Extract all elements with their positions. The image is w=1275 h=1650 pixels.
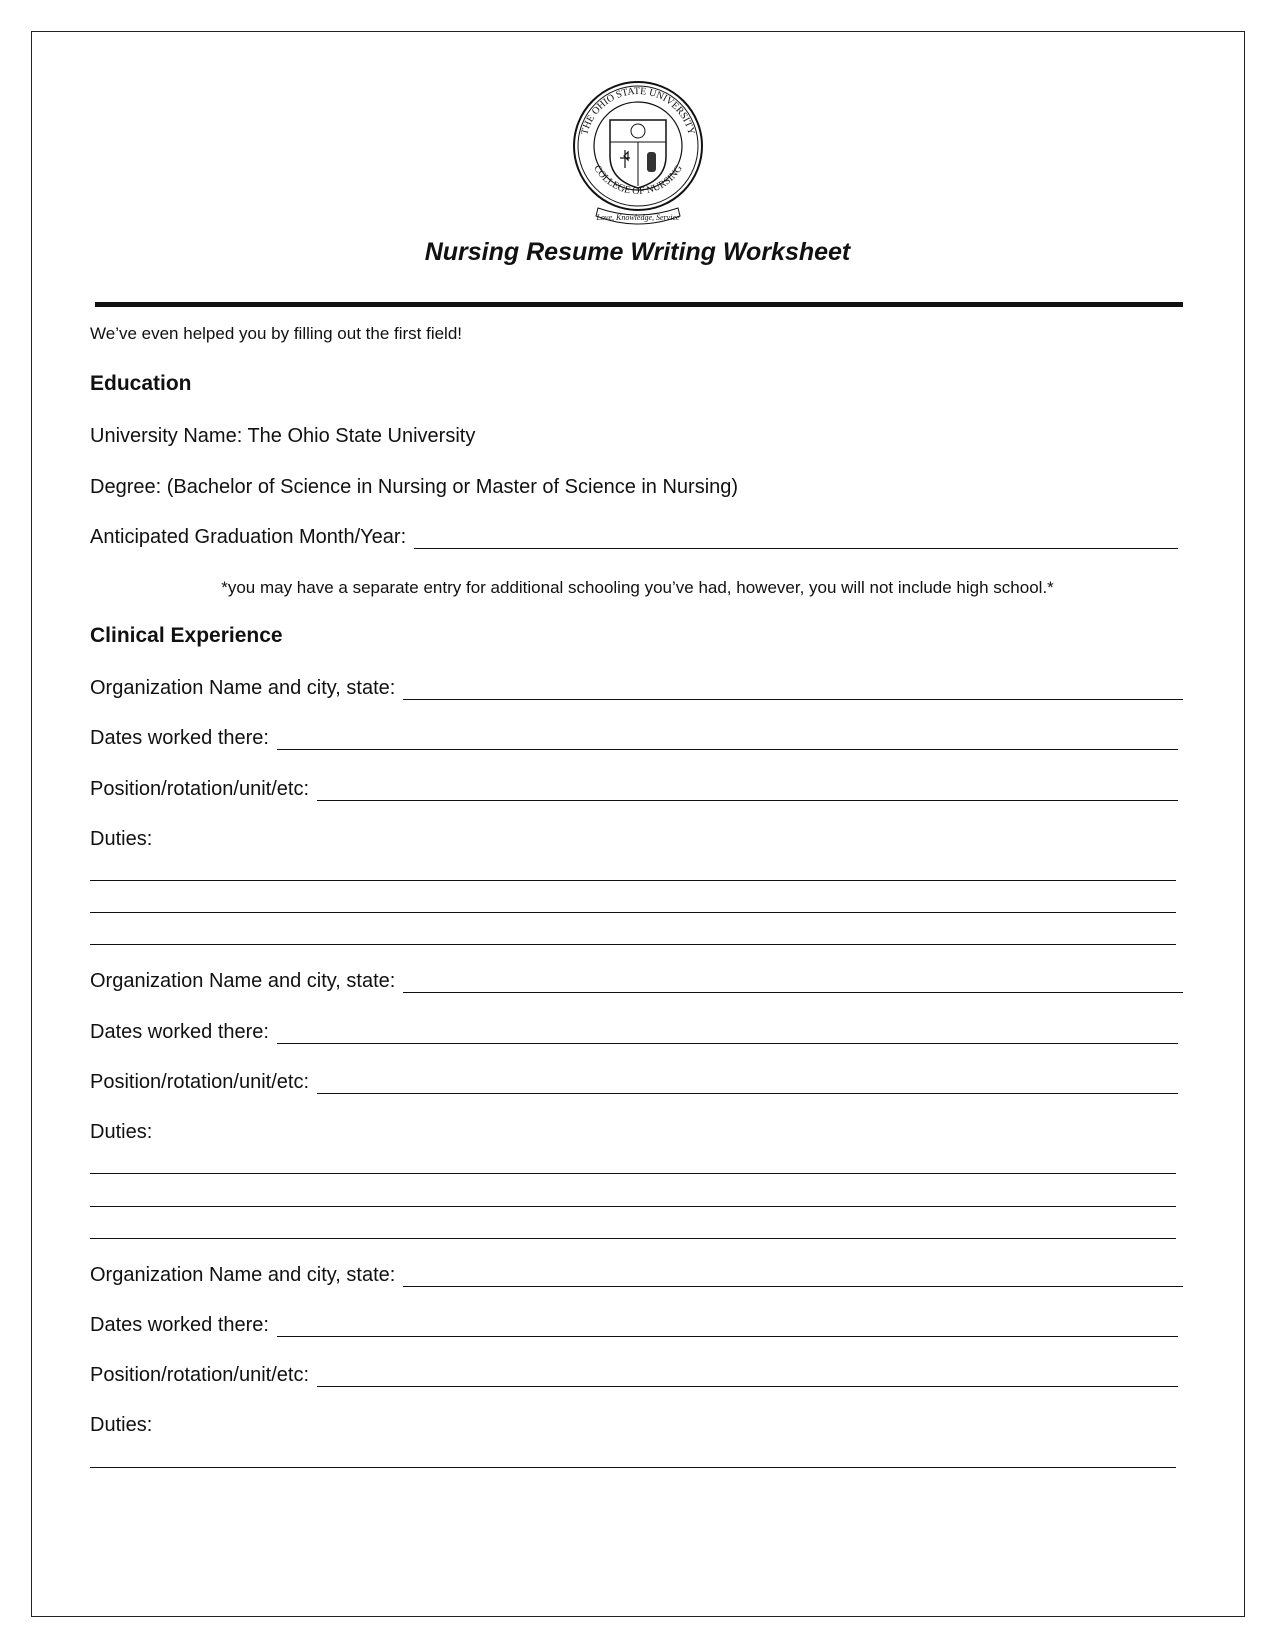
degree-text: Degree: (Bachelor of Science in Nursing or Master of Science in Nursing) [90, 476, 739, 498]
graduation-label: Anticipated Graduation Month/Year: [90, 526, 407, 548]
university-name: University Name: The Ohio State University [90, 425, 476, 447]
org-blank[interactable] [403, 677, 1183, 700]
org-label: Organization Name and city, state: [90, 970, 396, 992]
duties-line[interactable] [90, 1467, 1176, 1468]
duties-line[interactable] [90, 1206, 1176, 1207]
position-label: Position/rotation/unit/etc: [90, 778, 310, 800]
dates-blank[interactable] [277, 727, 1178, 750]
org-field[interactable] [90, 970, 1183, 993]
dates-field[interactable] [90, 1314, 1183, 1337]
dates-label: Dates worked there: [90, 1314, 269, 1336]
duties-line[interactable] [90, 1173, 1176, 1174]
duties-label: Duties: [90, 1121, 153, 1143]
college-seal-logo [568, 80, 708, 235]
duties-label: Duties: [90, 1414, 153, 1436]
graduation-field[interactable] [90, 526, 1183, 549]
org-field[interactable] [90, 677, 1183, 700]
duties-label: Duties: [90, 828, 153, 850]
clinical-heading: Clinical Experience [90, 624, 283, 647]
position-field[interactable] [90, 778, 1183, 801]
page-title: Nursing Resume Writing Worksheet [424, 238, 851, 266]
position-label: Position/rotation/unit/etc: [90, 1364, 310, 1386]
schooling-note: *you may have a separate entry for additional schooling you’ve had, however, you will not include high school.* [221, 578, 1054, 597]
position-label: Position/rotation/unit/etc: [90, 1071, 310, 1093]
org-blank[interactable] [403, 970, 1183, 993]
duties-line[interactable] [90, 880, 1176, 881]
position-field[interactable] [90, 1071, 1183, 1094]
education-heading: Education [90, 372, 192, 395]
dates-field[interactable] [90, 727, 1183, 750]
graduation-blank[interactable] [414, 526, 1178, 549]
dates-blank[interactable] [277, 1021, 1178, 1044]
svg-text:THE OHIO STATE UNIVERSITY: THE OHIO STATE UNIVERSITY [579, 85, 697, 137]
seal-motto: Love, Knowledge, Service [596, 213, 680, 222]
title-divider [95, 302, 1183, 307]
dates-field[interactable] [90, 1021, 1183, 1044]
position-blank[interactable] [317, 1364, 1178, 1387]
org-label: Organization Name and city, state: [90, 1264, 396, 1286]
duties-line[interactable] [90, 912, 1176, 913]
dates-label: Dates worked there: [90, 1021, 269, 1043]
org-field[interactable] [90, 1264, 1183, 1287]
position-blank[interactable] [317, 1071, 1178, 1094]
duties-line[interactable] [90, 944, 1176, 945]
dates-blank[interactable] [277, 1314, 1178, 1337]
dates-label: Dates worked there: [90, 727, 269, 749]
position-blank[interactable] [317, 778, 1178, 801]
org-label: Organization Name and city, state: [90, 677, 396, 699]
position-field[interactable] [90, 1364, 1183, 1387]
org-blank[interactable] [403, 1264, 1183, 1287]
intro-text: We’ve even helped you by filling out the first field! [90, 324, 463, 343]
svg-text:COLLEGE OF NURSING: COLLEGE OF NURSING [591, 163, 685, 198]
duties-line[interactable] [90, 1238, 1176, 1239]
